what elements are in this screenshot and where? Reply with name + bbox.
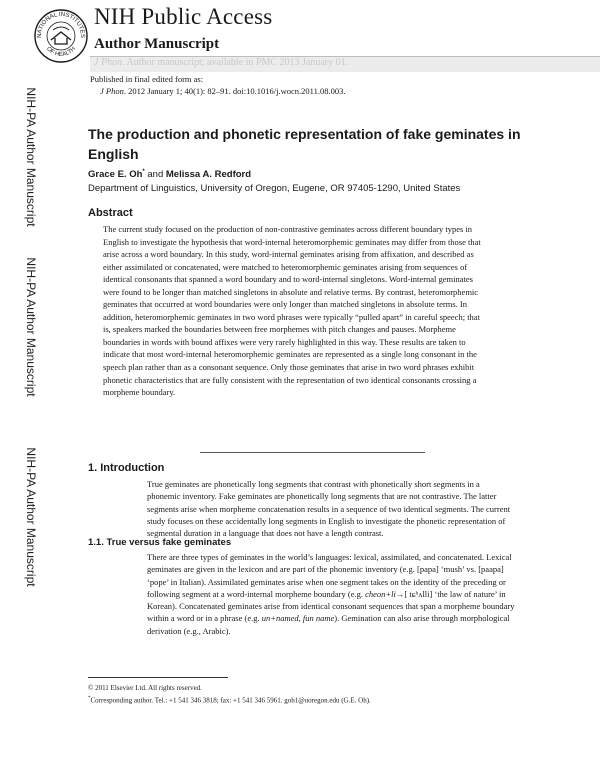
svg-text:OF HEALTH (45, 46, 77, 58)
nih-seal-logo (33, 8, 89, 64)
side-label-2: NIH-PA Author Manuscript (24, 257, 38, 397)
introduction-text: True geminates are phonetically long segments that contrast with phonetically short segments in a phonemic inventory. Fake geminates are phonetically long segments that are not contrastive. The latter segments arise when morpheme concatenation results in a sequence of two identical segments. The current study focuses on these accidentally long segments in English to investigate the phonetic representation of segmental duration in a language that does not have a length contrast. (147, 479, 511, 539)
author-manuscript-subtitle: Author Manuscript (94, 36, 220, 52)
footnote-rule (88, 677, 228, 678)
abstract-divider (200, 452, 425, 453)
korean-example: cheon+li (365, 588, 396, 599)
citation-line (100, 86, 345, 96)
authors-line: Grace E. Oh* and Melissa A. Redford (88, 169, 252, 181)
author-redford: Melissa A. Redford (165, 169, 252, 181)
availability-note: J Phon. Author manuscript; available in PMC 2013 January 01. (94, 57, 349, 68)
side-label-1: NIH-PA Author Manuscript (24, 87, 38, 227)
section-1-1-text: There are three types of geminates in the world’s languages: lexical, assimilated, and concatenated. Lexical geminates are given in the lexicon and are part of the phonemic inventory (e.g. [papa] ‘mush’ vs. [paapa] ‘pope’ in Italian). Assimilated geminates arise when one segment takes on the identity of the preceding or following segment at a word-internal morpheme boundary (e.g. cheon+li→[ tɕʰʌlli] ‘the law of nature’ in Korean). Concatenated geminates arise from identical consonant sequences that span a morpheme boundary within a word or in a phrase (e.g. un+named, fun name). Gemination can also arise through morphological derivation (e.g., Arabic). (147, 552, 515, 636)
author-oh: Grace E. Oh (88, 169, 143, 181)
correspondence-note: *Corresponding author. Tel.: +1 541 346 3818; fax: +1 541 346 5961. goh1@uoregon.edu (G.E. Oh). (88, 696, 371, 705)
affiliation: Department of Linguistics, University of Oregon, Eugene, OR 97405-1290, United States (88, 183, 461, 194)
copyright-note: © 2011 Elsevier Ltd. All rights reserved. (88, 684, 202, 692)
logo-text-top: NATIONAL INSTITUTES (36, 11, 86, 38)
citation-details: . 2012 January 1; 40(1): 82–91. doi:10.1016/j.wocn.2011.08.003. (123, 86, 346, 96)
section-1-1-heading: 1.1. True versus fake geminates (88, 537, 232, 548)
side-label-3: NIH-PA Author Manuscript (24, 447, 38, 587)
journal-name: J Phon (100, 86, 124, 96)
introduction-heading: 1. Introduction (88, 462, 165, 474)
published-in-label: Published in final edited form as: (90, 74, 204, 84)
abstract-heading: Abstract (88, 207, 133, 219)
english-example: un+named, fun name (261, 613, 335, 624)
logo-text-bottom: OF HEALTH (45, 46, 77, 59)
abstract-text: The current study focused on the production of non-contrastive geminates across different boundary types in English to investigate the hypothesis that word-internal heteromorphemic geminates may differ from those that arise across a word boundary. In this study, word-internal geminates arising from affixation, and described as either assimilated or concatenated, were matched to heteromorphemic geminates arising from sequences of identical consonants that spanned a word boundary and to word-internal singletons. Word-internal geminates were found to be longer than matched singletons in absolute and relative terms. By contrast, heteromorphemic geminates that occurred at word boundaries were only longer than matched singletons in absolute terms. In addition, heteromorphemic geminates in two word phrases were typically “pulled apart” in careful speech; that is, speakers marked the boundaries between free morphemes with pitch changes and pauses. Morpheme boundaries in words with bound affixes were very rarely highlighted in this way. These results are taken to indicate that most word-internal heteromorphemic geminates are represented as a single long consonant in the speech plan rather than as a consonant sequence. Only those geminates that arise in two word phrases exhibit phonetic characteristics that are fully consistent with the representation of two identical consonants crossing a morpheme boundary. (103, 224, 481, 398)
nih-public-access-title: NIH Public Access (94, 4, 273, 29)
corresponding-mark: * (142, 169, 145, 175)
article-title: The production and phonetic representation of fake geminates in English (88, 126, 521, 162)
